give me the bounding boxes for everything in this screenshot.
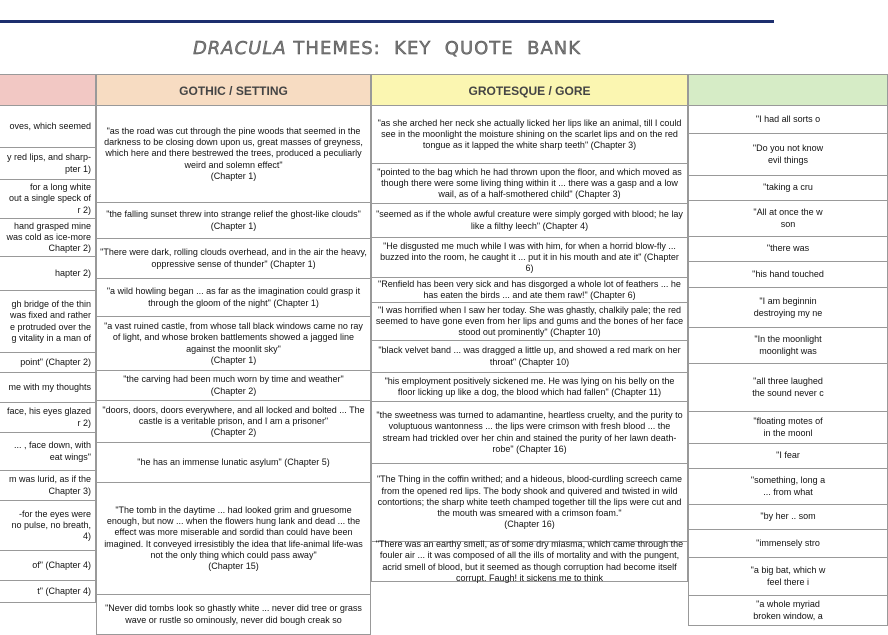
quote-cell: [688, 106, 888, 134]
quote-text: "a vast ruined castle, from whose tall black windows came no ray of light, and whose broken battlements showed a jagged line against the moonlit sky": [104, 321, 363, 354]
quote-text: "a wild howling began ... as far as the imagination could grasp it through the gloom of the night" (Chapter 1): [106, 286, 361, 308]
quote-line: e protruded over the: [9, 321, 91, 332]
quote-cell: [0, 551, 96, 581]
quote-cell: [688, 288, 888, 328]
quote-line: in the moonl: [763, 427, 813, 438]
quote-line: son: [780, 218, 796, 229]
quote-cell: [0, 106, 96, 148]
quote-cell: [371, 341, 688, 373]
quote-line: "Do you not know: [752, 143, 824, 154]
quote-cell: [688, 596, 888, 626]
quote-line: destroying my ne: [753, 307, 823, 318]
quote-cell: [96, 239, 371, 279]
quote-line: g vitality in a man of: [11, 332, 91, 343]
quote-line: feel there i: [766, 576, 810, 587]
quote-cell: [688, 237, 888, 262]
quote-line: Chapter 3): [48, 485, 91, 496]
quote-cell: [688, 505, 888, 530]
quote-line: the sound never c: [752, 387, 824, 398]
quote-line: "a whole myriad: [756, 599, 820, 610]
quote-line: m was lurid, as if the: [8, 474, 91, 485]
title-italic: DRACULA: [192, 38, 287, 59]
column-header: [0, 74, 96, 106]
column-header-gothic-setting: GOTHIC / SETTING: [96, 74, 371, 106]
quote-cell: [0, 148, 96, 180]
quote-cell: [688, 134, 888, 176]
quote-cell: [0, 581, 96, 603]
quote-line: "all three laughed: [753, 376, 823, 387]
quote-line: "In the moonlight: [754, 334, 822, 345]
chapter-ref: (Chapter 1): [210, 354, 257, 365]
quote-line: "a big bat, which w: [750, 565, 826, 576]
quote-text: "the falling sunset threw into strange relief the ghost-like clouds" (Chapter 1): [106, 209, 361, 231]
quote-cell: [96, 483, 371, 595]
quote-line: broken window, a: [753, 610, 823, 621]
quote-text: "he has an immense lunatic asylum" (Chapter 5): [137, 456, 330, 467]
quote-cell: [688, 558, 888, 596]
quote-text: "There was an earthy smell, as of some dry miasma, which came through the fouler air ... it was composed of all the ills of mortality and with the pungent, acrid smell of blood, but it seemed as though corruption had become itself corrupt. Faugh! it sickens me to think: [375, 539, 684, 583]
column-header-grotesque-gore: GROTESQUE / GORE: [371, 74, 688, 106]
quote-line: no pulse, no breath,: [11, 519, 91, 530]
column-header: [688, 74, 888, 106]
quote-cell: [371, 238, 688, 278]
quote-line: ... , face down, with: [13, 440, 91, 451]
column-grotesque-gore: [371, 74, 688, 582]
quote-cell: [96, 279, 371, 317]
quote-cell: [0, 291, 96, 353]
quote-cell: [688, 328, 888, 364]
quote-cell: [0, 353, 96, 373]
quote-line: hapter 2): [54, 267, 91, 278]
quote-line: gh bridge of the thin: [11, 299, 91, 310]
quote-text: "There were dark, rolling clouds overhead, and in the air the heavy, oppressive sense of thunder" (Chapter 1): [100, 247, 367, 269]
chapter-ref: (Chapter 2): [210, 427, 257, 438]
quote-line: evil things: [767, 154, 809, 165]
chapter-ref: (Chapter 2): [210, 385, 257, 396]
quote-line: r 2): [77, 204, 91, 215]
title-rest: THEMES: KEY QUOTE BANK: [286, 38, 582, 59]
quote-line: t" (Chapter 4): [37, 585, 91, 596]
quote-line: r 2): [77, 417, 91, 428]
quote-line: -for the eyes were: [18, 508, 91, 519]
quote-cell: [0, 471, 96, 501]
quote-cell: [371, 164, 688, 204]
quote-cell: [96, 317, 371, 371]
quote-cell: [96, 443, 371, 483]
quote-cell: [96, 106, 371, 203]
quote-line: "immensely stro: [756, 537, 820, 548]
quote-text: "He disgusted me much while I was with him, for when a horrid blow-fly ... buzzed into the room, he caught it ... put it in his mouth and ate it" (Chapter 6): [380, 240, 679, 274]
quote-line: "I had all sorts o: [755, 113, 821, 124]
quote-cell: [371, 106, 688, 164]
quote-text: "The Thing in the coffin writhed; and a hideous, blood-curdling screech came from the opened red lips. The body shook and quivered and twisted in wild contortions; the sharp white teeth champed together till the lips were cut and the mouth was smeared with a crimson foam.": [376, 474, 683, 519]
quote-line: point" (Chapter 2): [20, 356, 91, 367]
quote-cell: [688, 444, 888, 469]
quote-line: y red lips, and sharp-: [6, 152, 91, 163]
quote-cell: [96, 595, 371, 635]
quote-cell: [96, 203, 371, 239]
quote-text: "as the road was cut through the pine woods that seemed in the darkness to be closing down upon us, great masses of greyness, which here and there bestrewed the trees, produced a peculiarly weird and solemn effect": [104, 125, 363, 170]
quote-cell: [371, 303, 688, 341]
quote-text: "doors, doors, doors everywhere, and all locked and bolted ... The castle is a veritable prison, and I am a prisoner": [102, 404, 365, 426]
quote-cell: [688, 469, 888, 505]
top-rule: [0, 20, 774, 23]
quote-cell: [0, 501, 96, 551]
quote-line: was fixed and rather: [9, 310, 91, 321]
quote-text: "pointed to the bag which he had thrown upon the floor, and which moved as though there were some living thing within it ... there was a gasp and a low wail, as of a half-smothered child" (Chapter 3): [377, 166, 682, 200]
quote-cell: [371, 373, 688, 402]
quote-text: "the carving had been much worn by time and weather": [123, 374, 344, 385]
quote-cell: [688, 262, 888, 288]
quote-text: "Renfield has been very sick and has disgorged a whole lot of feathers ... he has eaten the birds ... and ate them raw!" (Chapter 6): [378, 278, 681, 300]
quote-text: "black velvet band ... was dragged a little up, and showed a red mark on her throat" (Chapter 10): [378, 345, 681, 367]
quote-line: of" (Chapter 4): [32, 559, 91, 570]
quote-cell: [96, 401, 371, 443]
quote-line: "I fear: [776, 450, 800, 461]
quote-cell: [371, 464, 688, 542]
quote-cell: [688, 176, 888, 201]
quote-line: "there was: [766, 243, 810, 254]
quote-line: "floating motes of: [753, 416, 823, 427]
quote-cell: [371, 204, 688, 238]
quote-cell: [688, 412, 888, 444]
quote-line: was cold as ice-more: [6, 231, 91, 242]
quote-line: me with my thoughts: [8, 381, 91, 392]
quote-line: "taking a cru: [763, 182, 813, 193]
chapter-ref: (Chapter 16): [504, 519, 555, 530]
quote-line: "by her .. som: [760, 511, 816, 522]
column-right-partial: [688, 74, 888, 626]
quote-cell: [0, 373, 96, 403]
quote-cell: [0, 219, 96, 257]
column-gothic-setting: [96, 74, 371, 635]
quote-cell: [0, 433, 96, 471]
quote-line: oves, which seemed: [9, 120, 91, 131]
quote-cell: [96, 371, 371, 401]
column-left-partial: [0, 74, 96, 603]
quote-line: "something, long a: [750, 475, 826, 486]
quote-cell: [371, 402, 688, 464]
quote-table: [0, 74, 826, 625]
quote-text: "Never did tombs look so ghastly white ... never did tree or grass wave or rustle so ominously, never did bough creak so: [105, 603, 362, 625]
page-title: [0, 38, 774, 59]
quote-cell: [688, 364, 888, 412]
quote-line: moonlight was: [759, 345, 817, 356]
quote-text: "his employment positively sickened me. He was lying on his belly on the floor licking up like a dog, the blood which had fallen" (Chapter 11): [384, 375, 675, 397]
quote-cell: [0, 180, 96, 219]
quote-line: face, his eyes glazed: [6, 406, 91, 417]
quote-cell: [371, 539, 688, 583]
quote-line: "I am beginnin: [759, 296, 817, 307]
quote-line: for a long white: [29, 182, 91, 193]
quote-text: "as she arched her neck she actually licked her lips like an animal, till I could see in the moonlight the moisture shining on the scarlet lips and on the red tongue as it lapped the white sharp teeth" (Chapter 3): [377, 117, 682, 151]
quote-text: "I was horrified when I saw her today. She was ghastly, chalkily pale; the red seemed to have gone even from her lips and gums and the bones of her face stood out prominently" (Chapter 10): [375, 304, 684, 338]
quote-line: "his hand touched: [752, 268, 824, 279]
quote-line: 4): [82, 531, 91, 542]
quote-line: eat wings": [49, 451, 91, 462]
quote-line: pter 1): [64, 163, 91, 174]
quote-line: ... from what: [763, 486, 813, 497]
quote-line: Chapter 2): [48, 243, 91, 254]
quote-cell: [0, 257, 96, 291]
chapter-ref: (Chapter 15): [208, 560, 259, 571]
quote-cell: [688, 530, 888, 558]
quote-text: "The tomb in the daytime ... had looked grim and gruesome enough, but now ... when the flowers hung lank and dead ... the effect was more miserable and sordid than could have been imagined. It conveyed irresistibly the idea that life-animal life-was not the only thing which could pass away": [104, 504, 363, 560]
quote-line: out a single speck of: [8, 193, 91, 204]
quote-cell: [0, 403, 96, 433]
quote-cell: [688, 201, 888, 237]
quote-cell: [371, 278, 688, 303]
quote-text: "the sweetness was turned to adamantine, heartless cruelty, and the purity to voluptuous wantonness ... the lips were crimson with fresh blood ... the stream had trickled over her chin and stained the purity of her lawn death-robe" (Chapter 16): [376, 410, 683, 454]
quote-line: hand grasped mine: [13, 220, 91, 231]
chapter-ref: (Chapter 1): [210, 170, 257, 181]
quote-text: "seemed as if the whole awful creature were simply gorged with blood; he lay like a filthy leech" (Chapter 4): [376, 209, 683, 231]
quote-line: "All at once the w: [753, 207, 823, 218]
